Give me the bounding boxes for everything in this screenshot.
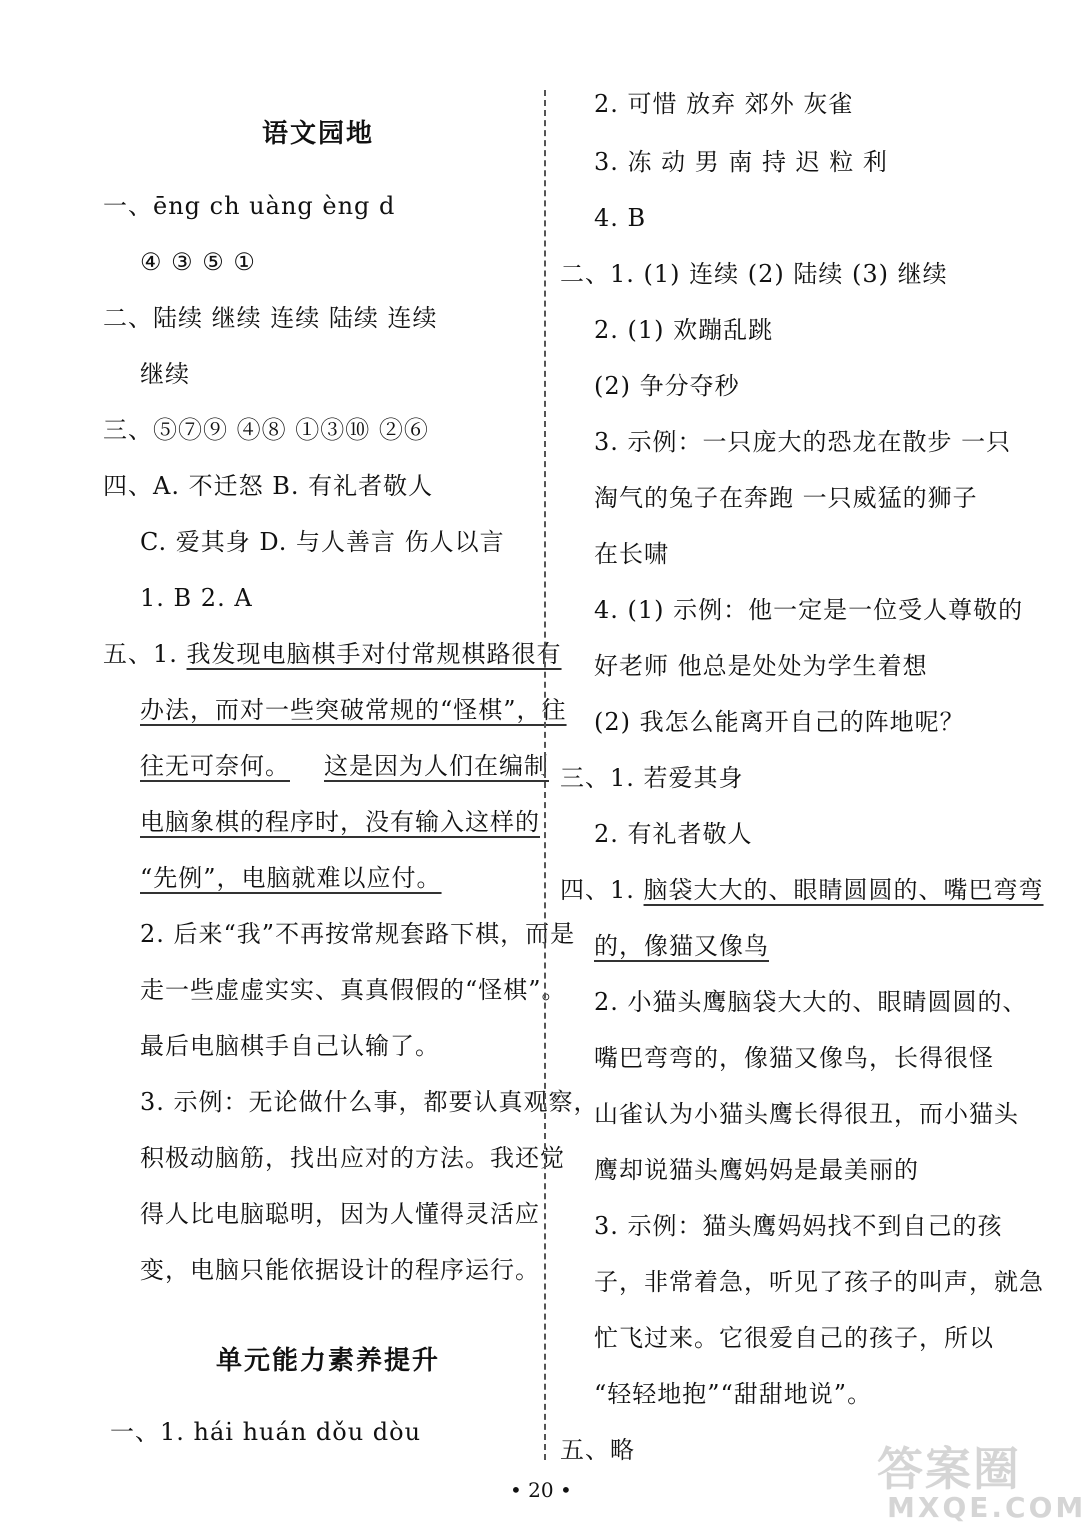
answer-line: 三、⑤⑦⑨ ④⑧ ①③⑩ ②⑥ xyxy=(103,416,429,444)
answer-line: 得人比电脑聪明，因为人懂得灵活应 xyxy=(140,1200,540,1228)
column-divider xyxy=(544,90,546,1460)
answer-line: 最后电脑棋手自己认输了。 xyxy=(140,1032,440,1060)
answer-line: 2. 有礼者敬人 xyxy=(594,820,753,848)
answer-line: 嘴巴弯弯的，像猫又像鸟，长得很怪 xyxy=(594,1044,994,1072)
answer-line: 3. 示例：无论做什么事，都要认真观察， xyxy=(140,1088,599,1116)
answer-line: 五、略 xyxy=(560,1436,635,1464)
answer-line: 3. 冻 动 男 南 持 迟 粒 利 xyxy=(594,148,888,176)
answer-line-underlined: “先例”，电脑就难以应付。 xyxy=(140,864,442,892)
answer-line: (2) 争分夺秒 xyxy=(594,372,740,400)
answer-line: 一、1. hái huán dǒu dòu xyxy=(110,1418,422,1446)
answer-line: 鹰却说猫头鹰妈妈是最美丽的 xyxy=(594,1156,919,1184)
answer-line: 走一些虚虚实实、真真假假的“怪棋”。 xyxy=(140,976,567,1004)
watermark-url: MXQE.COM xyxy=(887,1491,1086,1524)
answer-line-underlined: 的，像猫又像鸟 xyxy=(594,932,769,960)
answer-line: 继续 xyxy=(140,360,190,388)
answer-line: 二、1. (1) 连续 (2) 陆续 (3) 继续 xyxy=(560,260,948,288)
answer-line: 2. (1) 欢蹦乱跳 xyxy=(594,316,774,344)
answer-line: 2. 小猫头鹰脑袋大大的、眼睛圆圆的、 xyxy=(594,988,1028,1016)
answer-line: ④ ③ ⑤ ① xyxy=(140,248,256,276)
answer-line: 3. 示例：一只庞大的恐龙在散步 一只 xyxy=(594,428,1012,456)
answer-line-underlined: 电脑象棋的程序时，没有输入这样的 xyxy=(140,808,540,836)
answer-line-underlined: 往无可奈何。 这是因为人们在编制 xyxy=(140,752,549,780)
answer-line: 4. B xyxy=(594,204,647,232)
answer-line: 在长啸 xyxy=(594,540,669,568)
answer-line: 忙飞过来。它很爱自己的孩子，所以 xyxy=(594,1324,994,1352)
answer-line: 2. 可惜 放弃 郊外 灰雀 xyxy=(594,90,854,118)
answer-line: 4. (1) 示例：他一定是一位受人尊敬的 xyxy=(594,596,1024,624)
answer-line: 积极动脑筋，找出应对的方法。我还觉 xyxy=(140,1144,565,1172)
answer-line: C. 爱其身 D. 与人善言 伤人以言 xyxy=(140,528,505,556)
watermark-logo xyxy=(869,1433,1086,1528)
answer-line: 1. B 2. A xyxy=(140,584,253,612)
answer-line: 好老师 他总是处处为学生着想 xyxy=(594,652,928,680)
answer-line: 变，电脑只能依据设计的程序运行。 xyxy=(140,1256,540,1284)
answer-line: 淘气的兔子在奔跑 一只威猛的狮子 xyxy=(594,484,978,512)
section-title-yuwen-yuandi: 语文园地 xyxy=(262,119,375,149)
answer-line-underlined: 办法，而对一些突破常规的“怪棋”，往 xyxy=(140,696,567,724)
answer-line: 2. 后来“我”不再按常规套路下棋，而是 xyxy=(140,920,576,948)
answer-line: 二、陆续 继续 连续 陆续 连续 xyxy=(103,304,438,332)
answer-line: 山雀认为小猫头鹰长得很丑，而小猫头 xyxy=(594,1100,1019,1128)
answer-line: 子，非常着急，听见了孩子的叫声，就急 xyxy=(594,1268,1044,1296)
answer-line: 四、A. 不迁怒 B. 有礼者敬人 xyxy=(103,472,434,500)
answer-line-underlined: 五、1. 我发现电脑棋手对付常规棋路很有 xyxy=(103,640,562,668)
answer-line-underlined: 四、1. 脑袋大大的、眼睛圆圆的、嘴巴弯弯 xyxy=(560,876,1044,904)
answer-line: 3. 示例：猫头鹰妈妈找不到自己的孩 xyxy=(594,1212,1003,1240)
page-number: • 20 • xyxy=(510,1478,572,1502)
answer-line: (2) 我怎么能离开自己的阵地呢？ xyxy=(594,708,965,736)
answer-line: “轻轻地抱”“甜甜地说”。 xyxy=(594,1380,873,1408)
watermark-text: 答案圈 xyxy=(877,1442,1021,1496)
section-title-unit-ability: 单元能力素养提升 xyxy=(216,1346,441,1376)
answer-line: 一、ēng ch uàng èng d xyxy=(103,192,396,220)
answer-line: 三、1. 若爱其身 xyxy=(560,764,744,792)
